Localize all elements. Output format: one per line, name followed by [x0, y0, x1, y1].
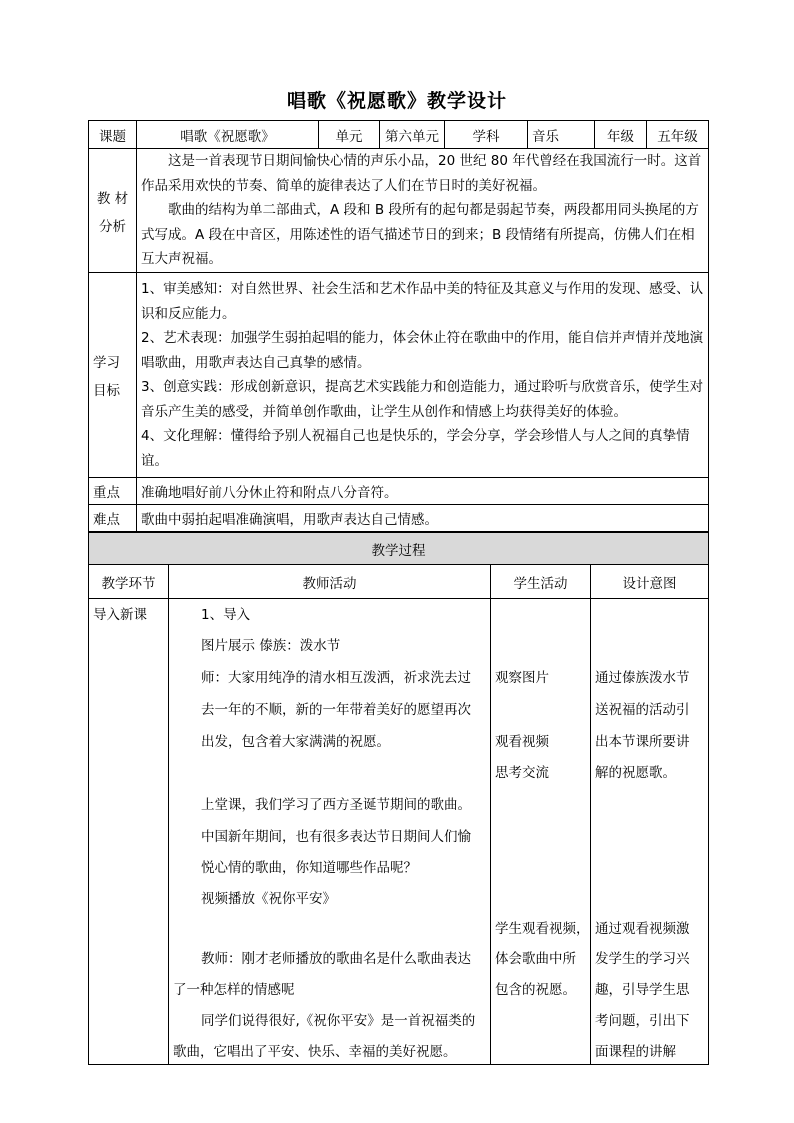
student-line: 体会歌曲中所 [495, 951, 576, 967]
teacher-line: 同学们说得很好,《祝你平安》是一首祝福类的 [201, 1013, 476, 1029]
goals-content [137, 273, 709, 478]
key-point-row [89, 478, 709, 505]
nianji-value: 五年级 [647, 121, 709, 149]
analysis-content [137, 149, 709, 273]
teacher-line: 悦心情的歌曲，你知道哪些作品呢？ [201, 860, 417, 876]
goals-label-line1: 学习 [93, 355, 120, 371]
intent-line: 送祝福的活动引 [595, 702, 690, 718]
teacher-line: 上堂课，我们学习了西方圣诞节期间的歌曲。 [201, 797, 471, 813]
column-header-stage: 教学环节 [89, 565, 169, 599]
goal-item: 4、文化理解：懂得给予别人祝福自己也是快乐的，学会分享，学会珍惜人与人之间的真挚情谊。 [141, 428, 690, 469]
key-point-text: 准确地唱好前八分休止符和附点八分音符。 [137, 478, 709, 505]
process-header-row [89, 565, 709, 599]
goals-row [89, 273, 709, 478]
teacher-activity-cell [169, 599, 491, 1065]
xueke-label: 学科 [445, 121, 528, 149]
goals-label-line2: 目标 [93, 383, 120, 399]
process-row [89, 599, 709, 1065]
process-heading-row [89, 533, 709, 565]
student-line: 学生观看视频， [495, 921, 590, 937]
info-row [89, 121, 709, 149]
intent-line: 趣，引导学生思 [595, 982, 690, 998]
difficulty-text: 歌曲中弱拍起唱准确演唱，用歌声表达自己情感。 [137, 505, 709, 532]
analysis-label [89, 149, 137, 273]
goal-item: 1、审美感知：对自然世界、社会生活和艺术作品中美的特征及其意义与作用的发现、感受、认识和反应能力。 [141, 281, 704, 322]
intent-line: 发学生的学习兴 [595, 951, 690, 967]
danyuan-value: 第六单元 [380, 121, 445, 149]
intent-line: 解的祝愿歌。 [595, 765, 676, 781]
keti-label: 课题 [89, 121, 137, 149]
teacher-line: 师：大家用纯净的清水相互泼洒，祈求洗去过 [201, 670, 471, 686]
teacher-line: 视频播放《祝你平安》 [201, 891, 336, 907]
intent-line: 通过傣族泼水节 [595, 670, 690, 686]
student-line: 包含的祝愿。 [495, 982, 576, 998]
intent-line: 考问题，引出下 [595, 1013, 690, 1029]
difficulty-row [89, 505, 709, 532]
student-line: 思考交流 [495, 765, 549, 781]
analysis-row [89, 149, 709, 273]
teacher-line: 去一年的不顺，新的一年带着美好的愿望再次 [201, 702, 471, 718]
stage-cell [89, 599, 169, 1065]
process-table [88, 532, 709, 1065]
goals-label [89, 273, 137, 478]
intent-line: 面课程的讲解 [595, 1044, 676, 1060]
info-table [88, 120, 709, 532]
analysis-para-1: 这是一首表现节日期间愉快心情的声乐小品，20 世纪 80 年代曾经在我国流行一时。这首作品采用欢快的节奏、简单的旋律表达了人们在节日时的美好祝福。 [141, 153, 702, 194]
column-header-teacher: 教师活动 [169, 565, 491, 599]
keti-value: 唱歌《祝愿歌》 [137, 121, 319, 149]
nianji-label: 年级 [595, 121, 647, 149]
student-line: 观看视频 [495, 734, 549, 750]
danyuan-label: 单元 [319, 121, 380, 149]
intent-line: 通过观看视频激 [595, 921, 690, 937]
teacher-line: 教师：刚才老师播放的歌曲名是什么歌曲表达 [201, 951, 471, 967]
teacher-line: 1、导入 [201, 607, 251, 623]
teacher-line: 图片展示 傣族：泼水节 [201, 638, 341, 654]
teacher-line: 出发，包含着大家满满的祝愿。 [201, 734, 390, 750]
stage-label: 导入新课 [93, 607, 147, 623]
difficulty-label: 难点 [89, 505, 137, 532]
teacher-line: 中国新年期间，也有很多表达节日期间人们愉 [201, 829, 471, 845]
teacher-line: 歌曲，它唱出了平安、快乐、幸福的美好祝愿。 [173, 1044, 457, 1060]
column-header-student: 学生活动 [491, 565, 591, 599]
teacher-line: 了一种怎样的情感呢 [173, 982, 295, 998]
analysis-para-2: 歌曲的结构为单二部曲式，A 段和 B 段所有的起句都是弱起节奏，两段都用同头换尾的方式写成。A 段在中音区，用陈述性的语气描述节日的到来；B 段情绪有所提高，仿佛人们在相互大声祝福。 [141, 202, 699, 268]
student-activity-cell [491, 599, 591, 1065]
process-heading: 教学过程 [89, 533, 709, 565]
page-title: 唱歌《祝愿歌》教学设计 [286, 90, 507, 112]
student-line: 观察图片 [495, 670, 549, 686]
analysis-label-line2: 分析 [99, 218, 126, 235]
column-header-intent: 设计意图 [591, 565, 709, 599]
xueke-value: 音乐 [528, 121, 595, 149]
design-intent-cell [591, 599, 709, 1065]
key-point-label: 重点 [89, 478, 137, 505]
goal-item: 3、创意实践：形成创新意识，提高艺术实践能力和创造能力，通过聆听与欣赏音乐，使学生对音乐产生美的感受，并简单创作歌曲，让学生从创作和情感上均获得美好的体验。 [141, 379, 704, 420]
intent-line: 出本节课所要讲 [595, 734, 690, 750]
goal-item: 2、艺术表现：加强学生弱拍起唱的能力，体会休止符在歌曲中的作用，能自信并声情并茂地演唱歌曲，用歌声表达自己真挚的感情。 [141, 330, 704, 371]
analysis-label-line1: 教 材 [96, 190, 129, 207]
